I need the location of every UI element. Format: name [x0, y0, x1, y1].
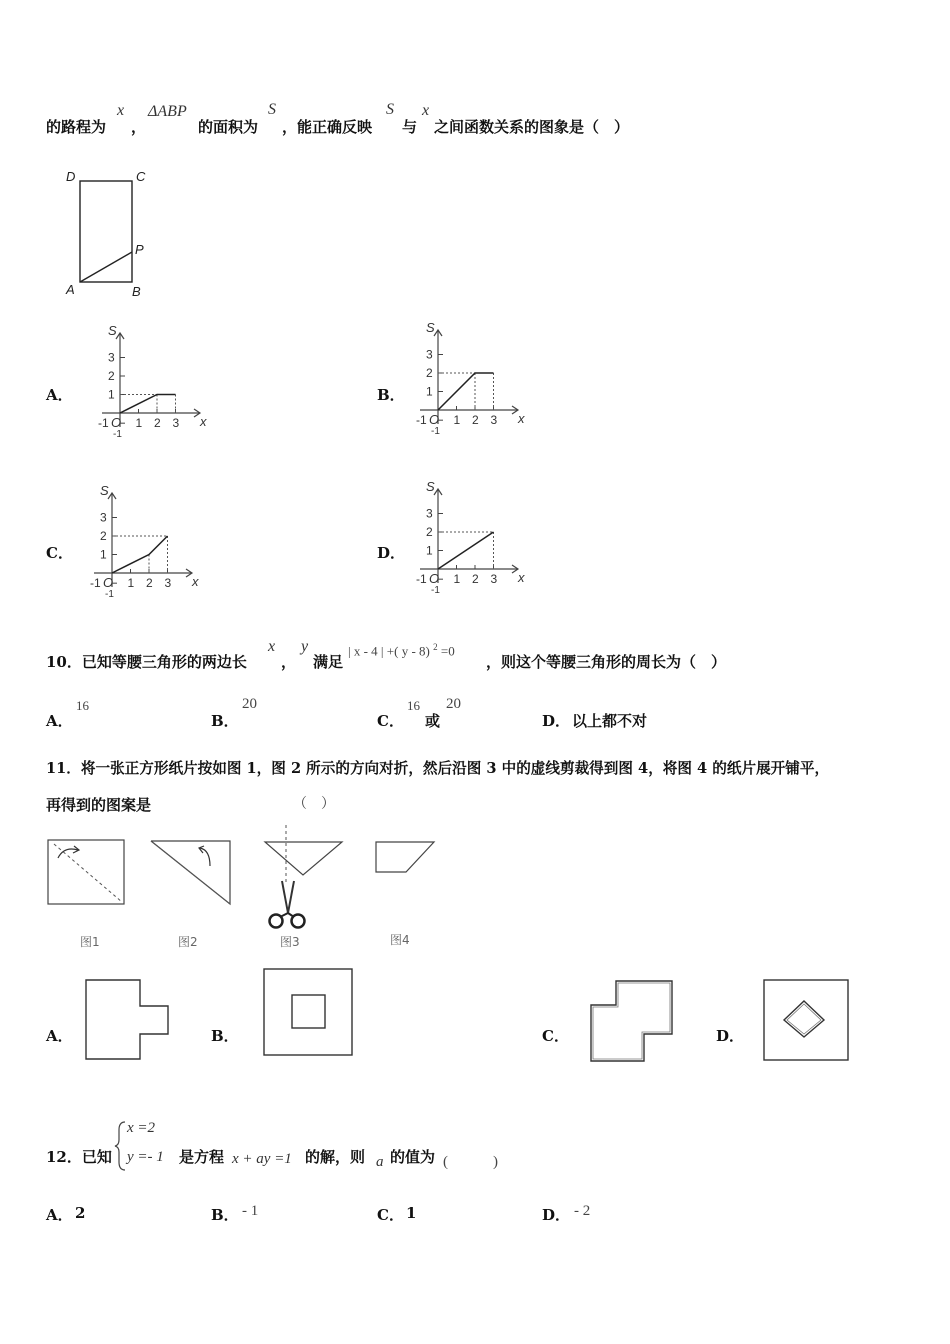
- q10-option-c-value2[interactable]: 20: [446, 696, 461, 712]
- x-tick-label: 2: [154, 416, 161, 430]
- x-tick-label: 2: [146, 576, 153, 590]
- caption-fig2: 图2: [178, 935, 198, 949]
- y-tick-label: 1: [426, 543, 433, 558]
- graph-option-b[interactable]: [410, 320, 525, 437]
- scissors-icon: [270, 881, 305, 928]
- origin-label: O: [429, 571, 440, 586]
- q10-eq-left: | x - 4 | +( y - 8): [348, 643, 434, 659]
- q10-option-c-or: 或: [425, 712, 441, 730]
- graph-option-c[interactable]: [84, 483, 199, 600]
- y-axis-label: S: [426, 320, 435, 335]
- y-tick-label: 3: [426, 506, 433, 521]
- label-p: P: [135, 242, 144, 257]
- origin-label: O: [111, 415, 122, 430]
- neg-tick-label: -1: [113, 429, 122, 440]
- var-x: x: [117, 102, 125, 119]
- q12-option-c-value[interactable]: 1: [406, 1204, 417, 1222]
- label-a: A: [66, 282, 75, 297]
- q10-var-y: y: [301, 638, 309, 655]
- q12-system-eq1: x =2: [127, 1120, 156, 1136]
- y-tick-label: 3: [426, 347, 433, 362]
- q9-text-3: ，能正确反映: [282, 118, 373, 136]
- x-tick-label: 3: [490, 572, 498, 586]
- y-tick-label: 2: [426, 366, 433, 380]
- rectangle-figure: [60, 165, 160, 300]
- x-tick-label: 1: [453, 572, 461, 586]
- q10-option-c-value[interactable]: 16: [407, 698, 420, 713]
- x-axis-label: x: [192, 574, 199, 589]
- q12-option-d-label[interactable]: D．: [542, 1206, 571, 1224]
- function-line: [112, 536, 168, 573]
- y-tick-label: 2: [108, 369, 115, 383]
- q12-option-c-label[interactable]: C．: [377, 1206, 404, 1224]
- y-tick-label: 1: [100, 547, 107, 562]
- q11-paren: （ ）: [293, 796, 335, 812]
- y-tick-label: 2: [100, 529, 107, 543]
- var-s-2: S: [386, 101, 394, 118]
- q12-equation: x + ay =1: [232, 1151, 292, 1167]
- x-tick-label: 3: [172, 416, 180, 430]
- q10-option-b-value[interactable]: 20: [242, 696, 257, 712]
- q12-text-4: 的值为: [390, 1148, 436, 1166]
- q10-eq-right: =0: [437, 643, 455, 659]
- option-c-label[interactable]: C．: [46, 544, 73, 562]
- x-tick-label: 1: [453, 413, 461, 427]
- q12-option-b-value[interactable]: - 1: [242, 1203, 259, 1219]
- q12-text-2: 是方程: [179, 1148, 225, 1166]
- caption-fig1: 图1: [80, 935, 100, 949]
- y-tick-label: 2: [426, 525, 433, 539]
- q12-system-eq2: y =- 1: [127, 1149, 164, 1165]
- neg-tick-label: -1: [431, 426, 440, 437]
- q9-text-5: 之间函数关系的图象是（ ）: [434, 118, 630, 136]
- function-line: [120, 395, 176, 414]
- q10-option-d-label[interactable]: D．: [542, 712, 571, 730]
- option-d-label[interactable]: D．: [377, 544, 406, 562]
- neg-tick-label: -1: [416, 572, 427, 586]
- q10-equation: [348, 642, 455, 659]
- graph-option-a[interactable]: [92, 323, 207, 440]
- caption-fig3: 图3: [280, 935, 300, 949]
- q10-text-3: ，则这个等腰三角形的周长为（ ）: [486, 653, 727, 671]
- q11-option-a-shape[interactable]: [84, 978, 174, 1064]
- q9-text-1: 的路程为: [46, 118, 107, 136]
- q9-text-2: 的面积为: [198, 118, 259, 136]
- option-a-label[interactable]: A．: [46, 386, 73, 404]
- q10-option-a-value[interactable]: 16: [76, 698, 89, 713]
- triangle-abp: ΔABP: [148, 103, 187, 120]
- q12-var-a: a: [376, 1154, 384, 1170]
- origin-label: O: [429, 412, 440, 427]
- y-tick-label: 1: [108, 387, 115, 402]
- q10-text-2: 满足: [313, 653, 344, 671]
- neg-tick-label: -1: [416, 413, 427, 427]
- var-s: S: [268, 101, 276, 118]
- x-axis-label: x: [200, 414, 207, 429]
- var-x-2: x: [422, 102, 430, 119]
- neg-tick-label: -1: [90, 576, 101, 590]
- q11-line-2: 再得到的图案是: [46, 796, 152, 814]
- x-axis-label: x: [518, 411, 525, 426]
- origin-label: O: [103, 575, 114, 590]
- function-line: [438, 373, 494, 410]
- q12-paren: ( ): [443, 1154, 498, 1170]
- graph-option-d[interactable]: [410, 479, 525, 596]
- y-tick-label: 1: [426, 384, 433, 399]
- option-b-label[interactable]: B．: [377, 386, 405, 404]
- fold-figure-3: [260, 825, 350, 935]
- q12-option-a-value[interactable]: 2: [75, 1204, 86, 1222]
- q12-option-b-label[interactable]: B．: [211, 1206, 239, 1224]
- q12-text-3: 的解，则: [305, 1148, 366, 1166]
- q12-option-d-value[interactable]: - 2: [574, 1203, 591, 1219]
- q11-option-d-label[interactable]: D．: [716, 1027, 745, 1045]
- q10-comma: ，: [281, 653, 297, 671]
- label-b: B: [132, 284, 141, 299]
- system-brace: [114, 1120, 128, 1172]
- x-tick-label: 3: [490, 413, 498, 427]
- q10-text-1: 10．已知等腰三角形的两边长: [46, 653, 247, 671]
- q10-option-d-value[interactable]: 以上都不对: [572, 712, 648, 730]
- q10-eq-square: 2: [433, 642, 438, 652]
- neg-tick-label: -1: [431, 585, 440, 596]
- fold-figure-2: [148, 838, 234, 908]
- y-axis-label: S: [100, 483, 109, 498]
- x-tick-label: 1: [127, 576, 135, 590]
- q12-text-1: 12．已知: [46, 1148, 112, 1166]
- q11-option-d-shape[interactable]: [762, 978, 852, 1064]
- y-tick-label: 3: [108, 350, 115, 365]
- x-tick-label: 1: [135, 416, 143, 430]
- caption-fig4: 图4: [390, 933, 410, 947]
- q11-option-b-label[interactable]: B．: [211, 1027, 239, 1045]
- q9-comma: ，: [131, 118, 147, 136]
- label-c: C: [136, 169, 146, 184]
- q11-option-b-shape[interactable]: [262, 967, 356, 1059]
- neg-tick-label: -1: [105, 589, 114, 600]
- q10-option-a-label[interactable]: A．: [46, 712, 73, 730]
- q10-option-c-label[interactable]: C．: [377, 712, 404, 730]
- x-tick-label: 3: [164, 576, 172, 590]
- y-tick-label: 3: [100, 510, 107, 525]
- fold-figure-1: [46, 838, 128, 908]
- q10-option-b-label[interactable]: B．: [211, 712, 239, 730]
- y-axis-label: S: [426, 479, 435, 494]
- x-axis-label: x: [518, 570, 525, 585]
- q12-option-a-label[interactable]: A．: [46, 1206, 73, 1224]
- fold-figure-4: [372, 838, 438, 878]
- neg-tick-label: -1: [98, 416, 109, 430]
- y-axis-label: S: [108, 323, 117, 338]
- function-line: [438, 532, 494, 569]
- q10-var-x: x: [268, 638, 276, 655]
- q9-text-4: 与: [402, 118, 418, 136]
- x-tick-label: 2: [472, 413, 479, 427]
- q11-option-c-shape[interactable]: [588, 978, 678, 1066]
- x-tick-label: 2: [472, 572, 479, 586]
- label-d: D: [66, 169, 76, 184]
- q11-option-a-label[interactable]: A．: [46, 1027, 73, 1045]
- q11-line-1: 11．将一张正方形纸片按如图 1，图 2 所示的方向对折，然后沿图 3 中的虚线剪裁得到图 4，将图 4 的纸片展开铺平，: [46, 760, 830, 777]
- q11-option-c-label[interactable]: C．: [542, 1027, 569, 1045]
